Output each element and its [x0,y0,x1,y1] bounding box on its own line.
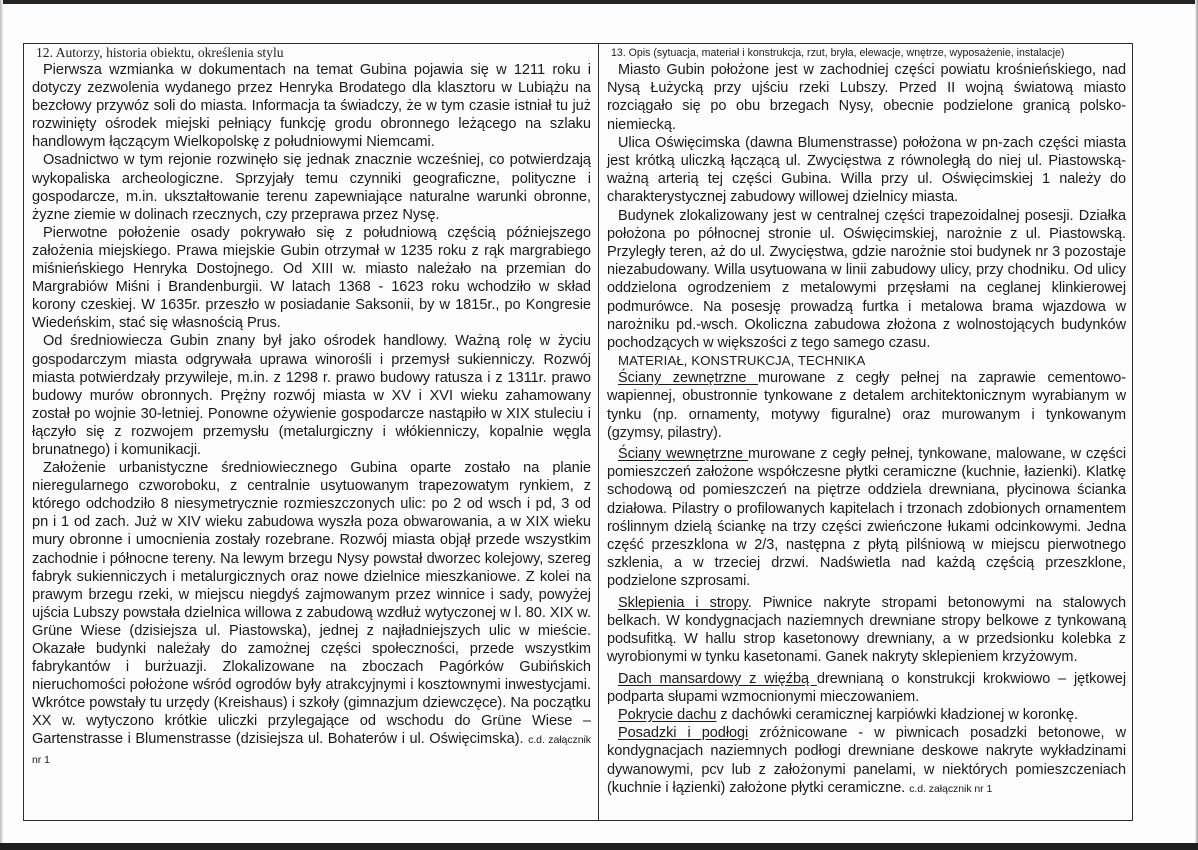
history-paragraph: Pierwotne położenie osady pokrywało się z południową częścią późniejszego założenia miejskiego. Prawa miejskie Gubin otrzymał w 1235 roku z rąk margrabiego miśnieńskiego Henryka Dostojnego. Od XIII w. miasto należało na przemian do Margrabiów Miśni i Brandenburgii. W latach 1368 - 1623 roku wchodziło w skład korony czeskiej. W 1635r. przeszło w posiadanie Saksonii, by w 1815r., po Kongresie Wiedeńskim, stać się własnością Prus. [32,224,591,332]
history-paragraph: Od średniowiecza Gubin znany był jako ośrodek handlowy. Ważną rolę w życiu gospodarczym miasta odgrywała uprawa winorośli i przemysł sukienniczy. Rozwój miasta potwierdzały przywileje, m.in. z 1298 r. prawo budowy ratusza i z 1311r. prawo budowy murów obronnych. Prężny rozwój miasta w XV i XVI wieku zahamowany został po wojnie 30-letniej. Ponowne ożywienie gospodarcze nastąpiło w XIX stuleciu i łączyło się z rozwojem przemysłu (metalurgiczny i włókienniczy, kopalnie węgla brunatnego) i komunikacji. [32,333,591,458]
item-label: Posadzki i podłogi [618,725,749,742]
scan-edge-left [0,0,3,850]
item-label: Ściany zewnętrzne [618,370,758,387]
description-paragraph: Ulica Oświęcimska (dawna Blumenstrasse) położona w pn-zach części miasta jest krótką uliczką łączącą ul. Zwycięstwa z równoległą do niej ul. Piastowską- ważną arterią tej części Gubina. Willa przy ul. Oświęcimskiej 1 należy do charakterystycznej zabudowy willowej dzielnicy miasta. [607,134,1126,206]
section-12-heading: 12. Autorzy, historia obiektu, określenia stylu [36,45,284,60]
material-item-exterior-walls [607,369,1126,442]
item-label: Ściany wewnętrzne [618,446,748,463]
description-paragraph: Budynek zlokalizowany jest w centralnej części trapezoidalnej posesji. Działka położona po północnej stronie ul. Oświęcimskiej, narożnie z ul. Piastowską. Przyległy teren, aż do ul. Zwycięstwa, gdzie narożnie stoi budynek nr 3 pozostaje niezabudowany. Willa usytuowana w linii zabudowy ulicy, przy chodniku. Od ulicy oddzielona ogrodzeniem z metalowymi przęsłami na ceglanej klinkierowej podmurówce. Na posesję prowadzą furtka i metalowa brama wjazdowa w narożniku pd.-wsch. Okoliczna zabudowa złożona z wolnostojących budynków pochodzących w większości z tego samego czasu. [607,207,1126,352]
history-paragraph: Osadnictwo w tym rejonie rozwinęło się jednak znacznie wcześniej, co potwierdzają wykopaliska archeologiczne. Sprzyjały temu czynniki geograficzne, polityczne i gospodarcze, m.in. ukształtowanie terenu zapewniające naturalne warunki obronne, żyzne ziemie w dolinach rzecznych, czy przeprawa przez Nysę. [32,152,591,223]
history-paragraph-text: Założenie urbanistyczne średniowiecznego Gubina oparte zostało na planie nieregularnego czworoboku, z centralnie usytuowanym trapezowatym rynkiem, z którego odchodziło 8 niesymetrycznie rozmieszczonych ulic: po 2 od wsch i pd, 3 od pn i 1 od zach. Już w XIV wieku zabudowa wyszła poza obwarowania, a w XIX wieku mury obronne i umocnienia zostały rozebrane. Rozwój miasta objął przede wszystkim zachodnie i północne tereny. Na lewym brzegu Nysy powstał dworzec kolejowy, szereg fabryk sukienniczych i metalurgicznych oraz nowe dzielnice mieszkaniowe. Z kolei na prawym brzegu rzeki, w miejscu niegdyś zajmowanym przez winnice i sady, powyżej ujścia Lubszy powstała dzielnica willowa z zabudową wzdłuż wytyczonej w l. 80. XIX w. Grüne Wiese (dzisiejsza ul. Piastowska), jednej z najładniejszych ulic w mieście. Okazałe budynki należały do zamożnej części społeczności, przede wszystkim fabrykantów i burżuazji. Zlokalizowane na zboczach Pagórków Gubińskich nieruchomości położone wśród ogrodów były atrakcyjnymi i kosztownymi inwestycjami. Wkrótce powstały tu urzędy (Kreishaus) i szkoły (gimnazjum dziewczęce). Na początku XX w. wytyczono krótkie uliczki przylegające od wschodu do Grüne Wiese – Gartenstrasse i Blumenstrasse (dzisiejsza ul. Bohaterów i ul. Oświęcimska). [32,460,591,748]
material-item-roof [607,670,1126,706]
item-label: Dach mansardowy z więźbą [618,670,817,687]
item-label: Sklepienia i stropy [618,594,748,611]
material-item-vaults-ceilings [607,594,1126,667]
item-text: z dachówki ceramicznej karpiówki kładzionej w koronkę. [716,706,1078,723]
history-paragraph-last [32,459,591,769]
form-table [23,43,1133,821]
description-paragraph: Miasto Gubin położone jest w zachodniej części powiatu krośnieńskiego, nad Nysą Łużycką przy ujściu rzeki Lubszy. Przed II wojną światową miasto rozciągało się po obu brzegach Nysy, obecnie podzielone granicą polsko-niemiecką. [607,62,1126,133]
continuation-note: c.d. załącznik nr 1 [909,782,993,795]
material-item-interior-walls [607,445,1126,591]
item-label: Pokrycie dachu [618,706,717,723]
scan-edge-top [0,0,1198,4]
continuation-note: c.d. załącznik nr 1 [32,734,592,766]
item-text: murowane z cegły pełnej na zaprawie cementowo-wapiennej, obustronnie tynkowane z detalem architektonicznym wyrabianym w tynku (np. ornamenty, motywy figuralne) oraz murowanym i tynkowanym (gzymsy, pilastry). [607,370,1126,441]
scan-edge-bottom [0,843,1198,850]
section-13-heading: 13. Opis (sytuacja, materiał i konstrukcja, rzut, bryła, elewacje, wnętrze, wyposażenie, instalacje) [611,47,1065,59]
material-item-floors [607,724,1126,798]
section-13-description [599,44,1132,820]
item-text: . Piwnice nakryte stropami betonowymi na stalowych belkach. W kondygnacjach naziemnych drewniane stropy belkowe z tynkowaną podsufitką. W hallu strop kasetonowy drewniany, a w przedsionku kolebka z wyrobionymi w tynku kasetonami. Ganek nakryty sklepieniem krzyżowym. [607,594,1126,666]
item-text: zróżnicowane - w piwnicach posadzki betonowe, w kondygnacjach naziemnych podłogi drewniane deskowe nakryte wykładzinami dywanowymi, pcv lub z założonymi panelami, w niektórych pomieszczeniach (kuchnie i łązienki) założone płytki ceramiczne. [607,725,1126,796]
materials-subheading: MATERIAŁ, KONSTRUKCJA, TECHNIKA [618,353,866,369]
history-paragraph: Pierwsza wzmianka w dokumentach na temat Gubina pojawia się w 1211 roku i dotyczy zezwolenia wydanego przez Henryka Brodatego dla klasztoru w Lubiążu na bezcłowy przywóz soli do miasta. Informacja ta świadczy, że w tym czasie istniał tu już rozwinięty ośrodek miejski pełniący funkcję grodu obronnego leżącego na szlaku handlowym łączącym Wielkopolskę z południowymi Niemcami. [32,62,591,151]
item-text: murowane z cegły pełnej, tynkowane, malowane, w części pomieszczeń założone współczesne płytki ceramiczne (kuchnie, łazienki). Klatkę schodową od pomieszczeń na piętrze oddziela drewniana, płycinowa ścianka działowa. Pilastry o profilowanych kapitelach i trzonach zdobionych ornamentem roślinnym dzielą ściankę na trzy części zwieńczone łukami odcinkowymi. Jedna część przeszklona w 2/3, następna z płytą pilśniową w miejscu pierwotnego szklenia, a w trzeciej drzwi. Nadświetla nad każdą częścią przeszklone, podzielone szprosami. [607,446,1126,590]
item-text: drewnianą o konstrukcji krokwiowo – jętkowej podparta słupami wzmocnionymi mieczowaniem. [607,670,1126,705]
material-item-roof-covering [607,706,1126,724]
section-12-history [24,44,599,820]
